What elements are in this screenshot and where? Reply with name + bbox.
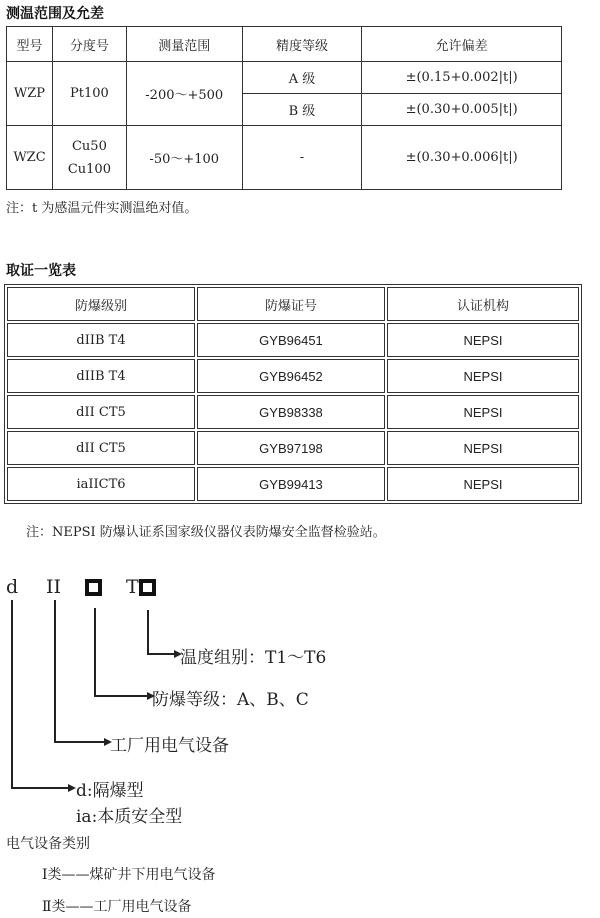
table-row <box>7 395 579 429</box>
section2-note: 注：NEPSI 防爆认证系国家级仪器仪表防爆安全监督检验站。 <box>26 525 386 540</box>
cell-certificate: GYB96451 <box>197 323 385 357</box>
certificate-table <box>4 284 582 504</box>
label-temperature-group: 温度组别：T1～T6 <box>180 648 327 668</box>
cell-certificate: GYB99413 <box>197 467 385 501</box>
cell-authority: NEPSI <box>387 431 579 465</box>
header-model: 型号 <box>7 27 53 62</box>
wzp-range: -200～+500 <box>126 62 242 126</box>
line-temp <box>148 610 174 654</box>
wzc-index-2: Cu100 <box>67 161 111 177</box>
temperature-placeholder-box <box>139 579 156 596</box>
cell-authority: NEPSI <box>387 359 579 393</box>
category-class-2: Ⅱ类——工厂用电气设备 <box>42 899 192 915</box>
line-ii <box>55 600 104 742</box>
table-header-row <box>7 27 562 62</box>
table-row <box>7 359 579 393</box>
category-class-1: Ⅰ类——煤矿井下用电气设备 <box>42 867 216 883</box>
line-d <box>12 600 68 788</box>
cell-grade: dIIB T4 <box>7 359 195 393</box>
wzc-tolerance: ±(0.30+0.006|t|) <box>362 126 562 190</box>
table-row <box>7 323 579 357</box>
explosion-mark-diagram <box>0 566 600 918</box>
code-ii: II <box>46 576 62 598</box>
header-tolerance: 允许偏差 <box>362 27 562 62</box>
temperature-range-table <box>6 26 562 190</box>
label-flameproof: d:隔爆型 <box>76 781 144 801</box>
wzc-grade: - <box>242 126 362 190</box>
table-row <box>7 431 579 465</box>
header-grade: 精度等级 <box>242 27 362 62</box>
arrow-d <box>68 784 76 792</box>
cell-authority: NEPSI <box>387 467 579 501</box>
wzp-grade-a: A 级 <box>242 62 362 94</box>
section2-title: 取证一览表 <box>6 263 76 279</box>
grade-placeholder-box <box>85 579 102 596</box>
code-t: T <box>126 576 139 598</box>
section1-title: 测温范围及允差 <box>6 6 104 22</box>
cell-grade: dII CT5 <box>7 395 195 429</box>
wzp-tolerance-a: ±(0.15+0.002|t|) <box>362 62 562 94</box>
header-explosion-grade: 防爆级别 <box>7 287 195 321</box>
cell-authority: NEPSI <box>387 395 579 429</box>
wzc-model: WZC <box>7 126 53 190</box>
label-factory-equipment: 工厂用电气设备 <box>110 736 229 756</box>
cell-grade: dIIB T4 <box>7 323 195 357</box>
wzc-range: -50～+100 <box>126 126 242 190</box>
wzp-grade-b: B 级 <box>242 94 362 126</box>
wzc-index <box>52 126 126 190</box>
cell-certificate: GYB97198 <box>197 431 385 465</box>
table-row <box>7 467 579 501</box>
header-range: 测量范围 <box>126 27 242 62</box>
cell-grade: dII CT5 <box>7 431 195 465</box>
cell-certificate: GYB98338 <box>197 395 385 429</box>
header-authority: 认证机构 <box>387 287 579 321</box>
wzp-index: Pt100 <box>52 62 126 126</box>
cell-grade: iaIICT6 <box>7 467 195 501</box>
cell-authority: NEPSI <box>387 323 579 357</box>
wzc-index-1: Cu50 <box>71 138 107 154</box>
label-intrinsic-safety: ia:本质安全型 <box>76 807 183 827</box>
header-index: 分度号 <box>52 27 126 62</box>
code-d: d <box>6 576 19 598</box>
wzp-model: WZP <box>7 62 53 126</box>
cell-certificate: GYB96452 <box>197 359 385 393</box>
header-certificate-no: 防爆证号 <box>197 287 385 321</box>
section1-note: 注：t 为感温元件实测温绝对值。 <box>6 201 198 216</box>
line-grade <box>95 608 147 696</box>
wzp-tolerance-b: ±(0.30+0.005|t|) <box>362 94 562 126</box>
table-row <box>7 126 562 190</box>
table-row <box>7 62 562 94</box>
table-header-row <box>7 287 579 321</box>
categories-title: 电气设备类别 <box>6 836 90 852</box>
label-explosion-grade: 防爆等级：A、B、C <box>152 690 309 710</box>
